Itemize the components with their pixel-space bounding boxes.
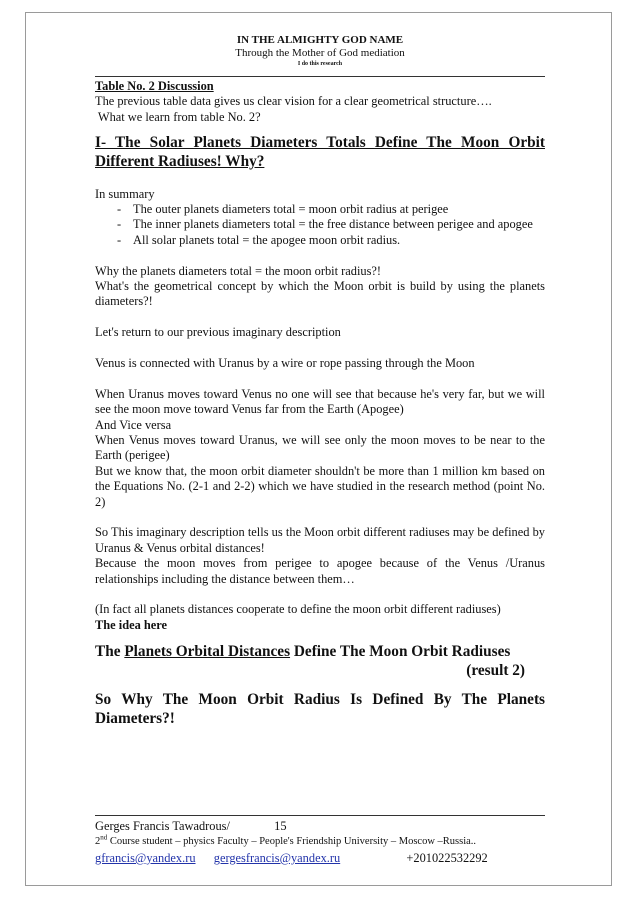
spacer bbox=[95, 587, 545, 602]
paragraph: What's the geometrical concept by which the Moon orbit is build by using the planets diameters?! bbox=[95, 279, 545, 309]
page-number: 15 bbox=[274, 819, 287, 833]
spacer bbox=[95, 248, 545, 263]
question-paragraph: What we learn from table No. 2? bbox=[95, 109, 261, 124]
list-item: - All solar planets total = the apogee moon orbit radius. bbox=[117, 232, 401, 247]
contact-line bbox=[95, 850, 545, 866]
paragraph: So This imaginary description tells us the Moon orbit different radiuses may be defined by Uranus & Venus orbital distances! bbox=[95, 525, 545, 555]
result-heading: The Planets Orbital Distances Define The Moon Orbit Radiuses bbox=[95, 643, 511, 661]
spacer bbox=[95, 371, 545, 386]
final-question: So Why The Moon Orbit Radius Is Defined By The Planets Diameters?! bbox=[95, 691, 545, 728]
paragraph: But we know that, the moon orbit diameter shouldn't be more than 1 million km based on the Equations No. (2-1 and 2-2) which we have studied in the research method (point No. 2) bbox=[95, 463, 545, 509]
document-body bbox=[95, 79, 545, 728]
intro-paragraph: The previous table data gives us clear vision for a clear geometrical structure…. bbox=[95, 94, 492, 109]
spacer bbox=[95, 510, 545, 525]
header-note: I do this research bbox=[297, 61, 343, 67]
header-divider bbox=[95, 76, 545, 77]
summary-list bbox=[95, 202, 545, 248]
spacer bbox=[95, 171, 545, 186]
course-line: 2nd Course student – physics Faculty – People's Friendship University – Moscow –Russia.. bbox=[95, 833, 477, 847]
spacer bbox=[95, 310, 545, 325]
phone-number: +201022532292 bbox=[406, 851, 488, 865]
section-title: I- The Solar Planets Diameters Totals Define The Moon Orbit Different Radiuses! Why? bbox=[95, 134, 545, 171]
email-link[interactable]: gfrancis@yandex.ru bbox=[95, 851, 196, 865]
table-discussion-heading: Table No. 2 Discussion bbox=[95, 79, 214, 93]
paragraph: Because the moon moves from perigee to apogee because of the Venus /Uranus relationships including the distance between them… bbox=[95, 556, 545, 586]
spacer bbox=[95, 341, 545, 356]
paragraph: (In fact all planets distances cooperate to define the moon orbit different radiuses) bbox=[95, 602, 501, 617]
footer-divider bbox=[95, 815, 545, 816]
page-header bbox=[95, 34, 545, 69]
author-name: Gerges Francis Tawadrous/ bbox=[95, 819, 230, 833]
email-link[interactable]: gergesfrancis@yandex.ru bbox=[213, 851, 341, 865]
summary-label: In summary bbox=[95, 186, 155, 201]
paragraph: And Vice versa bbox=[95, 417, 172, 432]
list-item: - The outer planets diameters total = moon orbit radius at perigee bbox=[117, 202, 449, 217]
idea-label: The idea here bbox=[95, 617, 168, 632]
header-title: IN THE ALMIGHTY GOD NAME bbox=[236, 34, 404, 46]
paragraph: When Uranus moves toward Venus no one will see that because he's very far, but we will see the moon move toward Venus far from the Earth (Apogee) bbox=[95, 386, 545, 417]
page-footer bbox=[95, 818, 545, 866]
result-tag: (result 2) bbox=[466, 662, 525, 680]
header-subtitle: Through the Mother of God mediation bbox=[235, 47, 405, 59]
paragraph: When Venus moves toward Uranus, we will see only the moon moves to be near to the Earth (perigee) bbox=[95, 433, 545, 463]
paragraph: Why the planets diameters total = the moon orbit radius?! bbox=[95, 263, 382, 278]
footer-author-line bbox=[95, 818, 545, 834]
paragraph: Let's return to our previous imaginary description bbox=[95, 325, 341, 340]
list-item: - The inner planets diameters total = the free distance between perigee and apogee bbox=[117, 217, 533, 232]
paragraph: Venus is connected with Uranus by a wire or rope passing through the Moon bbox=[95, 356, 475, 371]
